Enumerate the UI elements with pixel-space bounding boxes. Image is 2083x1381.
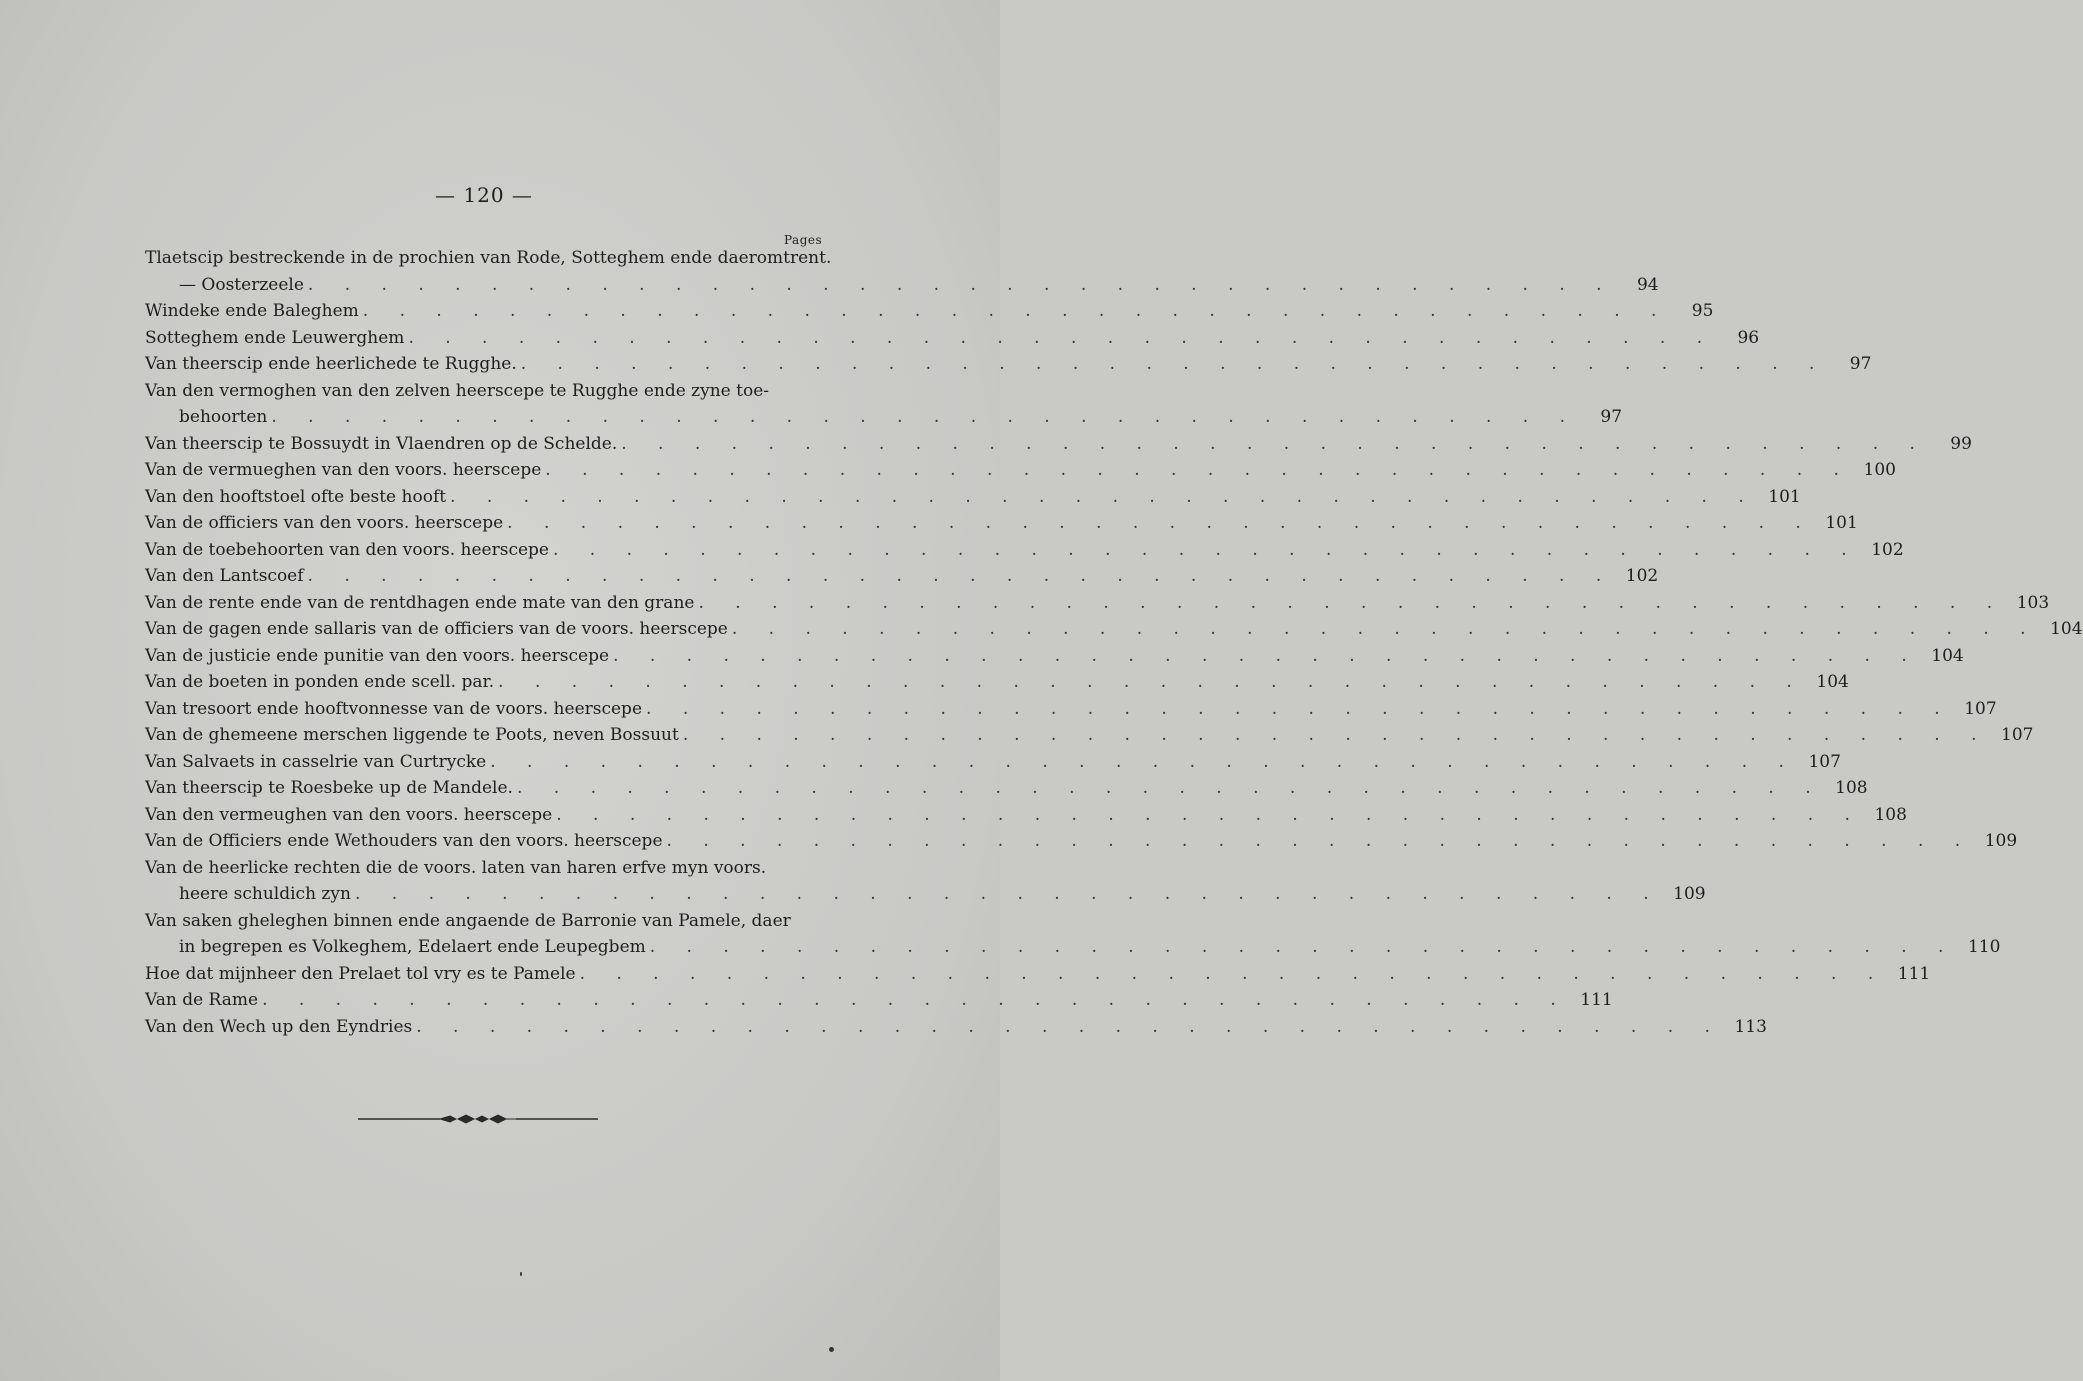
toc-entry-title: Van theerscip te Roesbeke up de Mandele. (145, 778, 513, 798)
toc-entry-page: 96 (1737, 327, 1760, 348)
dot-leader: . . . . . . . . . . . . . . . . . . . . . . . . . . . . . . . . . . . . (666, 831, 1974, 851)
toc-entry-title: Van theerscip ende heerlichede te Rugghe. (145, 354, 517, 374)
dot-leader: . . . . . . . . . . . . . . . . . . . . . . . . . . . . . . . . . . . . (682, 725, 1990, 745)
toc-entry-title: Van den vermoghen van den zelven heerscepe te Rugghe ende zyne toe- (145, 380, 770, 401)
toc-entry (145, 802, 1907, 829)
dot-leader: . . . . . . . . . . . . . . . . . . . . . . . . . . . . . . . . . . . . (579, 963, 1887, 984)
toc-entry (145, 855, 830, 882)
toc-entry (145, 696, 1997, 723)
toc-entry-title: Van den Lantscoef (145, 566, 304, 586)
toc-entry-page: 104 (1931, 645, 1964, 666)
toc-entry (145, 722, 2034, 749)
page-number: — 120 — (435, 183, 533, 207)
toc-entry-page: 95 (1691, 301, 1714, 321)
toc-entry-title: Van de vermueghen van den voors. heerscepe (145, 460, 542, 480)
dot-leader: . . . . . . . . . . . . . . . . . . . . . . . . . . . . . . . . . . . . (307, 274, 1615, 295)
toc-entry-title: Van tresoort ende hooftvonnesse van de voors. heerscepe (145, 698, 643, 719)
toc-entry (145, 643, 1964, 670)
toc-entry-page: 113 (1734, 1016, 1767, 1037)
toc-entry-title: behoorten (179, 407, 268, 427)
toc-entry (145, 245, 830, 272)
dot-leader: . . . . . . . . . . . . . . . . . . . . . . . . . . . . . . . . . . . . (498, 672, 1805, 692)
toc-entry (145, 616, 2083, 643)
toc-entry-title: Van de rente ende van de rentdhagen ende mate van den grane (145, 592, 695, 613)
dot-leader: . . . . . . . . . . . . . . . . . . . . . . . . . . . . . . . . . . . . (698, 592, 2006, 613)
toc-entry (145, 351, 1872, 378)
paper-speck (520, 1272, 522, 1276)
dot-leader: . . . . . . . . . . . . . . . . . . . . . . . . . . . . . . . . . . . . (271, 407, 1579, 427)
toc-entry (145, 934, 2001, 961)
toc-entry-title: Windeke ende Baleghem (145, 301, 359, 321)
toc-entry (145, 404, 1623, 431)
toc-entry-title: Hoe dat mijnheer den Prelaet tol vry es te Pamele (145, 963, 576, 984)
dot-leader: . . . . . . . . . . . . . . . . . . . . . . . . . . . . . . . . . . . . (490, 751, 1797, 772)
dot-leader: . . . . . . . . . . . . . . . . . . . . . . . . . . . . . . . . . . . . (621, 433, 1928, 454)
toc-entry-title: Van theerscip te Bossuydt in Vlaendren op de Schelde. (145, 433, 618, 454)
toc-entry-page: 107 (1808, 751, 1841, 772)
toc-entry-title: Van den hooftstoel ofte beste hooft (145, 486, 447, 507)
toc-entry (145, 1014, 1767, 1041)
toc-entry (145, 669, 1849, 696)
toc-entry-page: 108 (1874, 804, 1907, 825)
toc-entry-title: Van de gagen ende sallaris van de officiers van de voors. heerscepe (145, 619, 728, 639)
toc-entry-page: 103 (2016, 592, 2050, 613)
toc-entry-title: Van Salvaets in casselrie van Curtrycke (145, 751, 487, 772)
toc-entry-page: 109 (1673, 884, 1706, 904)
toc-entry-page: 94 (1636, 274, 1659, 295)
toc-entry-page: 102 (1625, 566, 1659, 586)
toc-entry (145, 961, 1931, 988)
toc-entry-page: 104 (1816, 672, 1849, 692)
toc-entry-title: Van saken gheleghen binnen ende angaende de Barronie van Pamele, daer (145, 910, 791, 931)
toc-entry-page: 104 (2050, 619, 2083, 639)
toc-entry-page: 97 (1600, 407, 1623, 427)
toc-entry-title: Van de ghemeene merschen liggende te Poots, neven Bossuut (145, 725, 679, 745)
toc-entry-page: 108 (1835, 778, 1868, 798)
dot-leader: . . . . . . . . . . . . . . . . . . . . . . . . . . . . . . . . . . . . (307, 566, 1615, 586)
toc-entry (145, 510, 1858, 537)
dot-leader: . . . . . . . . . . . . . . . . . . . . . . . . . . . . . . . . . . . . (649, 937, 1957, 957)
toc-entry-title: in begrepen es Volkeghem, Edelaert ende Leupegbem (179, 937, 646, 957)
toc-entry (145, 563, 1659, 590)
toc-entry-title: Van de justicie ende punitie van den voors. heerscepe (145, 645, 610, 666)
toc-entry-title: Van de Officiers ende Wethouders van den voors. heerscepe (145, 831, 663, 851)
toc-entry (145, 749, 1841, 776)
toc-entry-page: 99 (1950, 433, 1972, 454)
toc-entry-page: 100 (1863, 460, 1896, 480)
toc-entry-page: 102 (1871, 539, 1904, 560)
toc-entry-title: Van de heerlicke rechten die de voors. laten van haren erfve myn voors. (145, 857, 767, 878)
toc-entry (145, 590, 2050, 617)
dot-leader: . . . . . . . . . . . . . . . . . . . . . . . . . . . . . . . . . . . . (362, 301, 1670, 321)
toc-entry (145, 881, 1706, 908)
toc-entry (145, 987, 1613, 1014)
toc-entry-page: 97 (1849, 354, 1872, 374)
table-of-contents (145, 245, 2083, 1040)
toc-entry (145, 298, 1714, 325)
toc-entry (145, 775, 1868, 802)
dot-leader: . . . . . . . . . . . . . . . . . . . . . . . . . . . . . . . . . . . . (516, 778, 1824, 798)
toc-entry (145, 484, 1801, 511)
toc-entry (145, 828, 2018, 855)
dot-leader: . . . . . . . . . . . . . . . . . . . . . . . . . . . . . . . . . . . . (450, 486, 1757, 507)
toc-entry-title: Van de Rame (145, 990, 259, 1010)
toc-entry-title: Van de toebehoorten van den voors. heerscepe (145, 539, 549, 560)
toc-entry-title: Van de officiers van den voors. heerscepe (145, 513, 504, 533)
toc-entry (145, 537, 1904, 564)
toc-entry-page: 107 (2001, 725, 2034, 745)
dot-leader: . . . . . . . . . . . . . . . . . . . . . . . . . . . . . . . . . . . . (552, 539, 1860, 560)
toc-entry (145, 325, 1760, 352)
pages-column-header: Pages (784, 233, 823, 247)
toc-entry-page: 111 (1897, 963, 1931, 984)
dot-leader: . . . . . . . . . . . . . . . . . . . . . . . . . . . . . . . . . . . . (731, 619, 2039, 639)
toc-entry-title: Sotteghem ende Leuwerghem (145, 327, 405, 348)
dot-leader: . . . . . . . . . . . . . . . . . . . . . . . . . . . . . . . . . . . . (545, 460, 1852, 480)
toc-entry-title: Van de boeten in ponden ende scell. par. (145, 672, 495, 692)
dot-leader: . . . . . . . . . . . . . . . . . . . . . . . . . . . . . . . . . . . . (416, 1016, 1723, 1037)
toc-entry (145, 908, 830, 935)
toc-entry-page: 111 (1580, 990, 1613, 1010)
toc-entry-title: Tlaetscip bestreckende in de prochien van Rode, Sotteghem ende daeromtrent. (145, 248, 832, 268)
dot-leader: . . . . . . . . . . . . . . . . . . . . . . . . . . . . . . . . . . . . (646, 698, 1953, 719)
toc-entry-title: — Oosterzeele (179, 274, 304, 295)
toc-entry-page: 109 (1984, 831, 2018, 851)
dot-leader: . . . . . . . . . . . . . . . . . . . . . . . . . . . . . . . . . . . . (556, 804, 1863, 825)
dot-leader: . . . . . . . . . . . . . . . . . . . . . . . . . . . . . . . . . . . . (520, 354, 1828, 374)
dot-leader: . . . . . . . . . . . . . . . . . . . . . . . . . . . . . . . . . . . . (613, 645, 1920, 666)
toc-entry (145, 378, 830, 405)
toc-entry-title: Van den vermeughen van den voors. heerscepe (145, 804, 553, 825)
dot-leader: . . . . . . . . . . . . . . . . . . . . . . . . . . . . . . . . . . . . (408, 327, 1716, 348)
toc-entry (145, 457, 1896, 484)
toc-entry-page: 101 (1825, 513, 1858, 533)
dot-leader: . . . . . . . . . . . . . . . . . . . . . . . . . . . . . . . . . . . . (262, 990, 1569, 1010)
toc-entry (145, 431, 1972, 458)
dot-leader: . . . . . . . . . . . . . . . . . . . . . . . . . . . . . . . . . . . . (354, 884, 1662, 904)
toc-entry (145, 272, 1659, 299)
toc-entry-title: heere schuldich zyn (179, 884, 351, 904)
toc-entry-page: 101 (1768, 486, 1801, 507)
paper-speck (829, 1347, 834, 1352)
toc-entry-page: 107 (1964, 698, 1997, 719)
toc-entry-page: 110 (1967, 937, 2001, 957)
ornament-divider (358, 1112, 598, 1126)
dot-leader: . . . . . . . . . . . . . . . . . . . . . . . . . . . . . . . . . . . . (507, 513, 1814, 533)
toc-entry-title: Van den Wech up den Eyndries (145, 1016, 413, 1037)
